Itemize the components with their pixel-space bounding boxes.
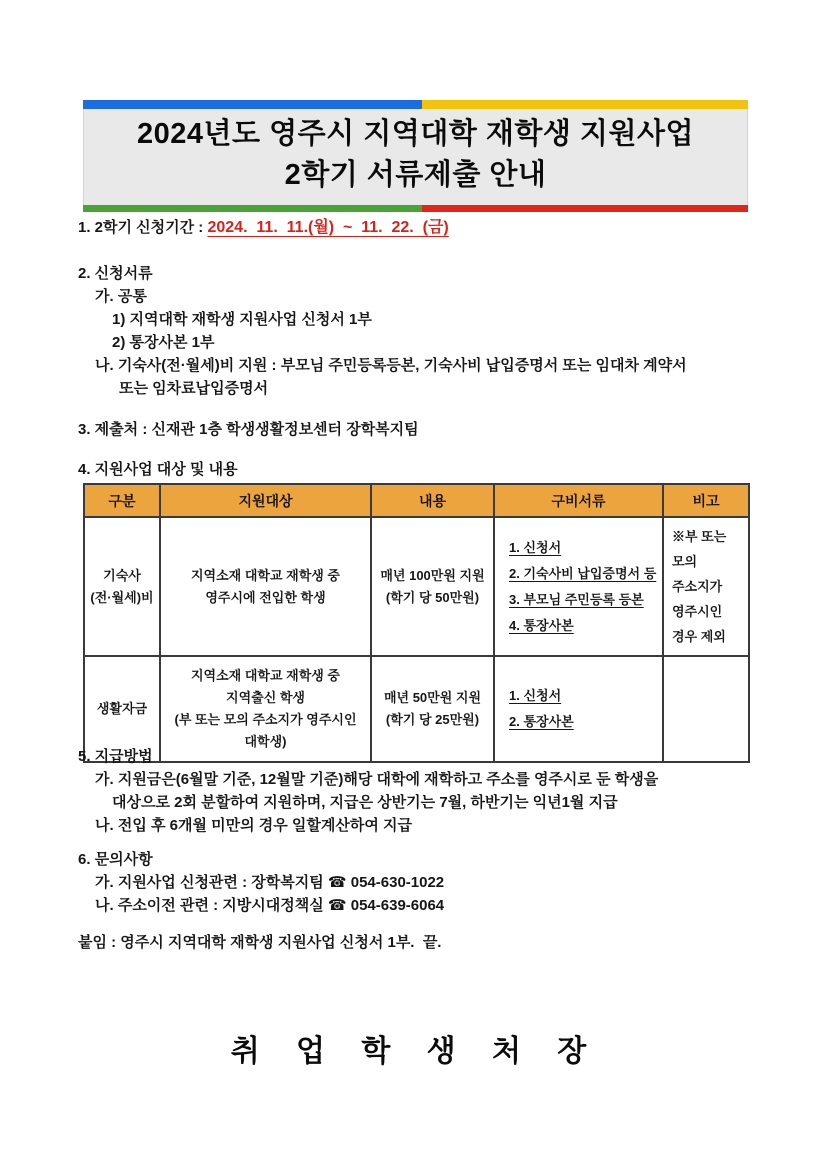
- banner-red-segment: [422, 205, 748, 212]
- application-period-line: [78, 216, 768, 239]
- required-document-item: 1. 신청서: [509, 539, 562, 555]
- note-text: ※부 또는 모의 주소지가 영주시인 경우 제외: [672, 529, 727, 644]
- required-documents-dorm-line-2: 또는 임차료납입증명서: [119, 380, 269, 397]
- payment-method-heading: 5. 지급방법: [78, 748, 153, 765]
- col-header-category: 구분: [84, 484, 160, 517]
- section-attachment: [78, 931, 768, 954]
- content-line: (학기 당 50만원): [385, 589, 480, 605]
- required-document-item: 2. 통장사본: [509, 714, 574, 729]
- table-row-dormitory: [84, 517, 749, 656]
- col-header-target: 지원대상: [160, 484, 371, 517]
- banner-green-segment: [83, 205, 422, 212]
- cell-content: [371, 517, 494, 656]
- section-application-period: [78, 216, 768, 239]
- contact-address-phone: 054-639-6064: [350, 897, 445, 914]
- col-header-documents: 구비서류: [494, 484, 663, 517]
- contact-address-label: 나. 주소이전 관련 : 지방시대정책실: [95, 897, 324, 914]
- contact-address-line: [78, 894, 768, 917]
- content-line: (학기 당 25만원): [385, 712, 480, 727]
- content-line: 매년 100만원 지원: [380, 567, 485, 583]
- category-line: 기숙사: [103, 567, 141, 583]
- required-document-item: 4. 통장사본: [509, 617, 574, 633]
- target-line: 대학생): [244, 734, 287, 749]
- col-header-content: 내용: [371, 484, 494, 517]
- cell-note: [663, 517, 749, 656]
- required-documents-heading: 2. 신청서류: [78, 265, 153, 282]
- phone-icon: ☎: [327, 874, 347, 891]
- support-program-table: [83, 483, 750, 763]
- required-document-item: 3. 부모님 주민등록 등본: [509, 591, 644, 607]
- banner-blue-segment: [83, 100, 422, 109]
- banner-bottom-bar: [83, 205, 748, 212]
- contact-application-label: 가. 지원사업 신청관련 : 장학복지팀: [95, 874, 324, 891]
- title-banner: [83, 100, 748, 212]
- required-documents-common-label: 가. 공통: [95, 288, 147, 305]
- title-area: [83, 109, 748, 205]
- required-documents-item-2: 2) 통장사본 1부: [112, 334, 215, 351]
- cell-target: [160, 517, 371, 656]
- program-details-heading: 4. 지원사업 대상 및 내용: [78, 461, 238, 478]
- cell-category: [84, 517, 160, 656]
- section-program-details-heading: [78, 458, 768, 481]
- contact-application-phone: 054-630-1022: [350, 874, 445, 891]
- banner-top-bar: [83, 100, 748, 109]
- target-line: 영주시에 전입한 학생: [205, 589, 326, 605]
- section-contact: [78, 848, 768, 917]
- required-documents-item-1: 1) 지역대학 재학생 지원사업 신청서 1부: [112, 311, 372, 328]
- target-line: 지역소재 대학교 재학생 중: [191, 567, 340, 583]
- target-line: 지역출신 학생: [226, 690, 305, 705]
- target-line: 지역소재 대학교 재학생 중: [191, 668, 340, 683]
- required-document-item: 1. 신청서: [509, 688, 562, 703]
- phone-icon: ☎: [327, 897, 347, 914]
- attachment-text: 붙임 : 영주시 지역대학 재학생 지원사업 신청서 1부. 끝.: [78, 934, 442, 951]
- signature-title: 취 업 학 생 처 장: [230, 1035, 601, 1068]
- section-required-documents: [78, 262, 768, 400]
- table-header-row: [84, 484, 749, 517]
- payment-method-na: 나. 전입 후 6개월 미만의 경우 일할계산하여 지급: [95, 817, 412, 834]
- section-submission-place: [78, 418, 768, 441]
- content-line: 매년 50만원 지원: [383, 690, 482, 705]
- document-title-line-2: 2학기 서류제출 안내: [284, 159, 547, 191]
- application-period-label: 1. 2학기 신청기간 :: [78, 219, 208, 236]
- category-line: 생활자금: [96, 701, 148, 716]
- document-title-line-1: 2024년도 영주시 지역대학 재학생 지원사업: [137, 118, 694, 150]
- target-line: (부 또는 모의 주소지가 영주시인: [174, 712, 357, 727]
- col-header-note: 비고: [663, 484, 749, 517]
- application-period-value: 2024. 11. 11.(월) ~ 11. 22. (금): [207, 219, 449, 236]
- payment-method-ga-line-1: 가. 지원금은(6월말 기준, 12월말 기준)해당 대학에 재학하고 주소를 영주시로 둔 학생을: [95, 771, 659, 788]
- category-line: (전·월세)비: [90, 589, 154, 605]
- required-documents-dorm-line-1: 나. 기숙사(전·월세)비 지원 : 부모님 주민등록등본, 기숙사비 납입증명서 또는 임대차 계약서: [95, 357, 687, 374]
- submission-place-text: 3. 제출처 : 신재관 1층 학생생활정보센터 장학복지팀: [78, 421, 419, 438]
- required-document-item: 2. 기숙사비 납입증명서 등: [509, 565, 657, 581]
- contact-heading: 6. 문의사항: [78, 851, 153, 868]
- banner-yellow-segment: [422, 100, 748, 109]
- contact-application-line: [78, 871, 768, 894]
- cell-documents: [494, 517, 663, 656]
- payment-method-ga-line-2: 대상으로 2회 분할하여 지원하며, 지급은 상반기는 7월, 하반기는 익년1월 지급: [112, 794, 618, 811]
- section-payment-method: [78, 745, 768, 837]
